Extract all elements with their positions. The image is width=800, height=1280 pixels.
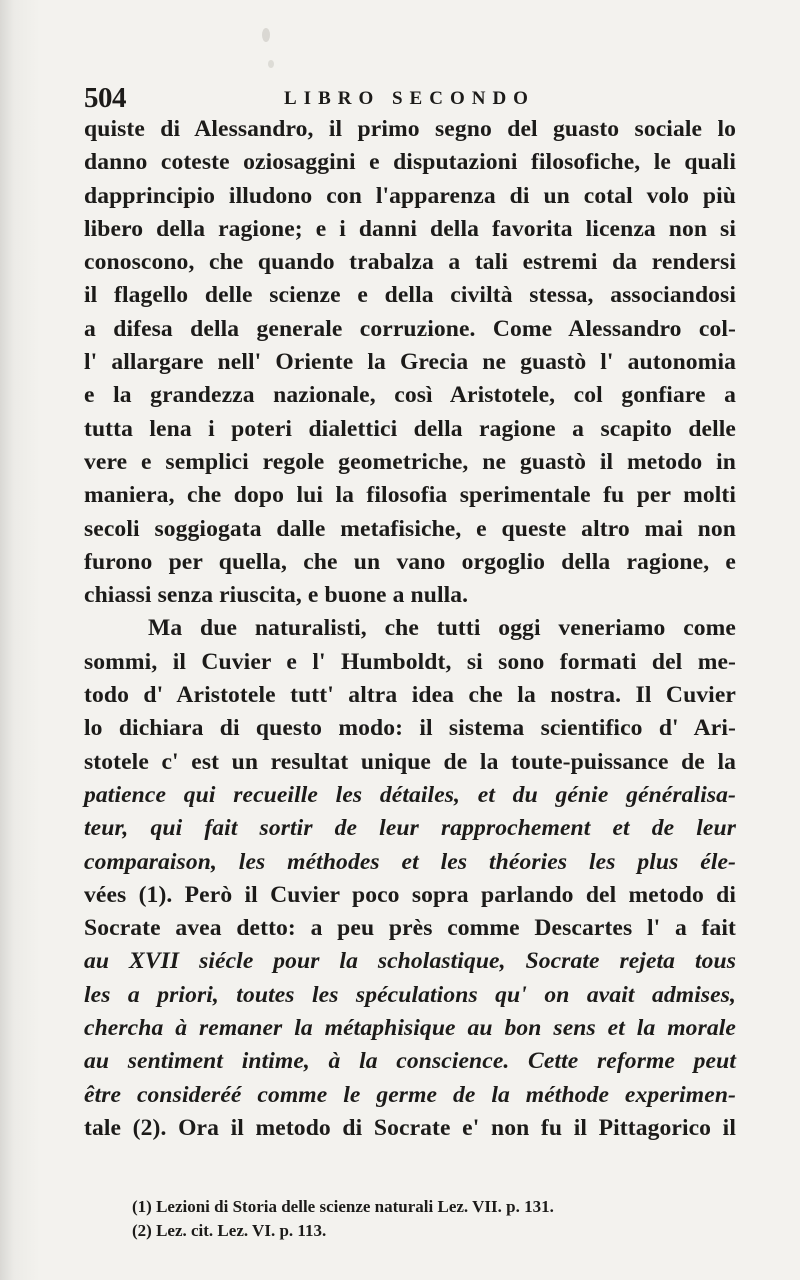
text-line: sommi, il Cuvier e l' Humboldt, si sono formati del me- [84,648,736,675]
page-number: 504 [84,82,126,114]
paper-stain [268,60,274,68]
text-line: dapprincipio illudono con l'apparenza di un cotal volo più [84,182,736,209]
text-line: au XVII siécle pour la scholastique, Socrate rejeta tous [84,948,736,975]
text-line: todo d' Aristotele tutt' altra idea che la nostra. Il Cuvier [84,682,736,709]
text-line: furono per quella, che un vano orgoglio della ragione, e [84,548,736,575]
text-line: chercha à remaner la métaphisique au bon sens et la morale [84,1015,736,1042]
text-line: teur, qui fait sortir de leur rapprochement et de leur [84,815,736,842]
text-line: maniera, che dopo lui la filosofia sperimentale fu per molti [84,482,736,509]
text-line: tutta lena i poteri dialettici della ragione a scapito delle [84,415,736,442]
footnote: (1) Lezioni di Storia delle scienze naturali Lez. VII. p. 131. [132,1197,554,1216]
text-line: danno coteste oziosaggini e disputazioni filosofiche, le quali [84,149,736,176]
text-line: Ma due naturalisti, che tutti oggi veneriamo come [148,615,736,642]
paper-stain [262,28,270,42]
text-line: libero della ragione; e i danni della favorita licenza non si [84,215,736,242]
text-line: quiste di Alessandro, il primo segno del guasto sociale lo [84,116,736,142]
text-line: conoscono, che quando trabalza a tali estremi da rendersi [84,249,736,276]
text-line: Socrate avea detto: a peu près comme Descartes l' a fait [84,915,736,942]
text-line: les a priori, toutes les spéculations qu' on avait admises, [84,981,736,1008]
text-line: vées (1). Però il Cuvier poco sopra parlando del metodo di [84,881,736,908]
footnote: (2) Lez. cit. Lez. VI. p. 113. [132,1221,327,1240]
text-line: comparaison, les méthodes et les théories les plus éle- [84,848,736,875]
body-text [84,113,736,1145]
running-head: LIBRO SECONDO [284,88,535,109]
text-line: vere e semplici regole geometriche, ne guastò il metodo in [84,448,736,475]
text-line: au sentiment intime, à la conscience. Cette reforme peut [84,1048,736,1075]
text-line: stotele c' est un resultat unique de la toute-puissance de la [84,748,736,775]
text-line: e la grandezza nazionale, così Aristotele, col gonfiare a [84,382,736,409]
text-line: secoli soggiogata dalle metafisiche, e queste altro mai non [84,515,736,542]
text-line: il flagello delle scienze e della civiltà stessa, associandosi [84,282,736,309]
text-line: lo dichiara di questo modo: il sistema scientifico d' Ari- [84,715,736,742]
footnotes [132,1195,692,1243]
text-line: patience qui recueille les détailes, et du génie généralisa- [84,781,736,808]
text-line: tale (2). Ora il metodo di Socrate e' non fu il Pittagorico il [84,1114,736,1141]
text-line: l' allargare nell' Oriente la Grecia ne guastò l' autonomia [84,349,736,376]
text-line: a difesa della generale corruzione. Come Alessandro col- [84,315,736,342]
text-line: être consideréé comme le germe de la méthode experimen- [84,1081,736,1108]
text-line: chiassi senza riuscita, e buone a nulla. [84,582,469,609]
